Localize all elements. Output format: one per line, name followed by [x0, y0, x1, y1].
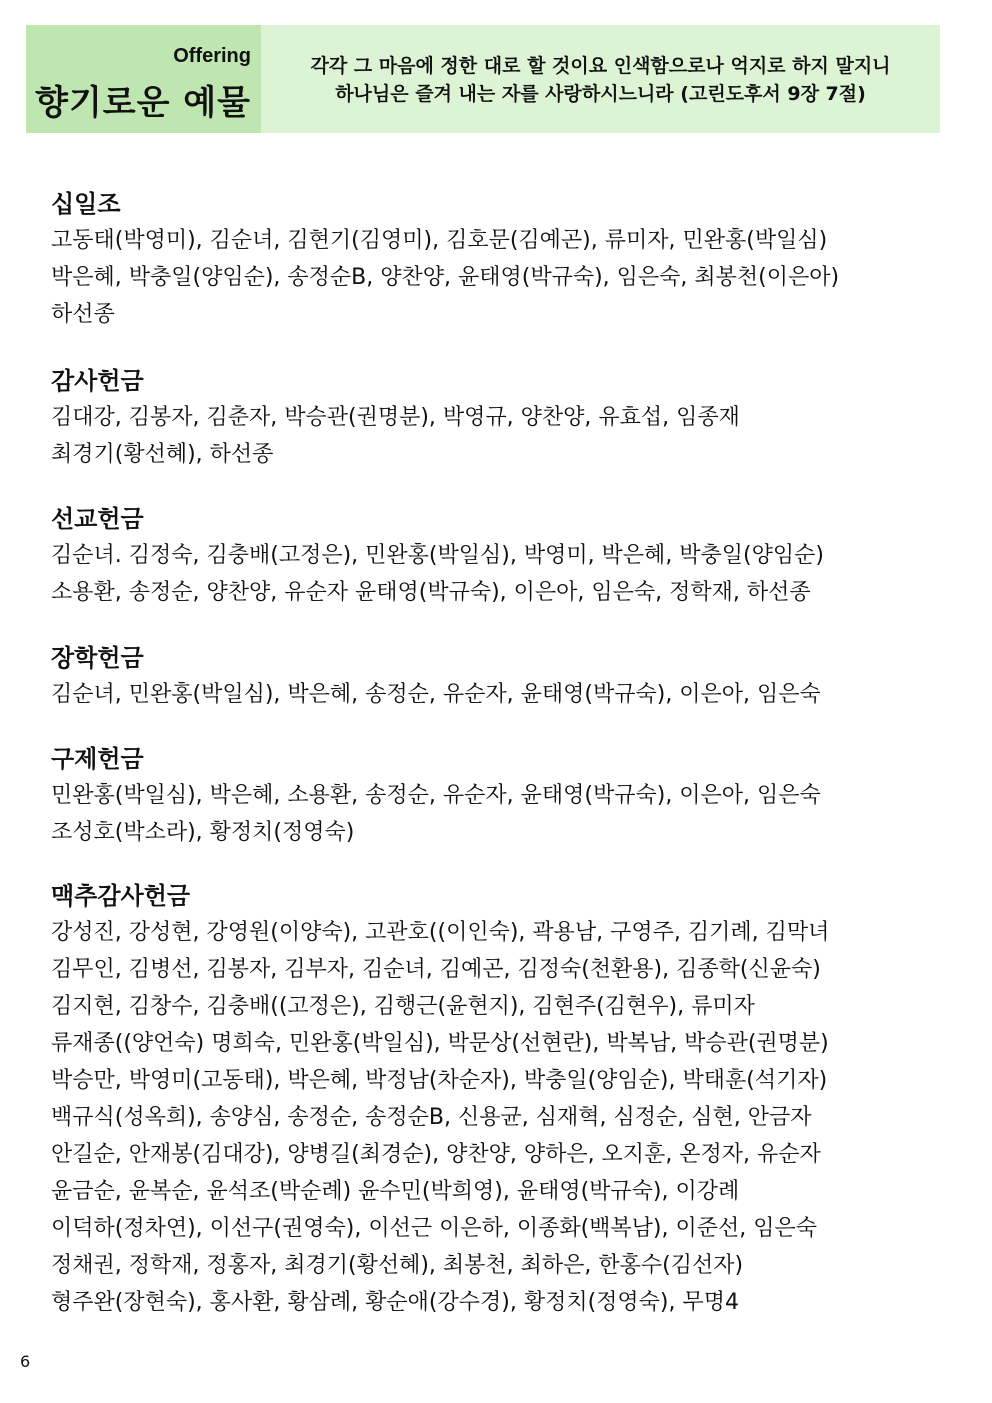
section-title: 장학헌금	[51, 644, 144, 672]
header-title-box	[26, 25, 261, 133]
donor-line: 김무인, 김병선, 김봉자, 김부자, 김순녀, 김예곤, 김정숙(천환용), 김종학(신윤숙)	[51, 957, 821, 982]
donor-line: 소용환, 송정순, 양찬양, 유순자 윤태영(박규숙), 이은아, 임은숙, 정학재, 하선종	[51, 580, 811, 605]
donor-line: 형주완(장현숙), 홍사환, 황삼례, 황순애(강수경), 황정치(정영숙), 무명4	[51, 1290, 739, 1315]
donor-line: 김순녀. 김정숙, 김충배(고정은), 민완홍(박일심), 박영미, 박은혜, 박충일(양임순)	[51, 543, 824, 568]
section-title: 십일조	[51, 190, 121, 218]
donor-line: 고동태(박영미), 김순녀, 김현기(김영미), 김호문(김예곤), 류미자, 민완홍(박일심)	[51, 228, 828, 253]
donor-line: 정채권, 정학재, 정홍자, 최경기(황선혜), 최봉천, 최하은, 한홍수(김선자)	[51, 1253, 744, 1278]
donor-line: 박승만, 박영미(고동태), 박은혜, 박정남(차순자), 박충일(양임순), 박태훈(석기자)	[51, 1068, 828, 1093]
section-title: 선교헌금	[51, 505, 144, 533]
section-title: 구제헌금	[51, 745, 144, 773]
donor-line: 조성호(박소라), 황정치(정영숙)	[51, 820, 355, 845]
donor-line: 김순녀, 민완홍(박일심), 박은혜, 송정순, 유순자, 윤태영(박규숙), 이은아, 임은숙	[51, 682, 821, 707]
header-title-english: Offering	[173, 45, 251, 67]
verse-line-1: 각각 그 마음에 정한 대로 할 것이요 인색함으로나 억지로 하지 말지니	[310, 55, 891, 77]
donor-line: 이덕하(정차연), 이선구(권영숙), 이선근 이은하, 이종화(백복남), 이준선, 임은숙	[51, 1216, 817, 1241]
section-thanksgiving	[51, 363, 931, 473]
donor-line: 하선종	[51, 302, 115, 327]
page-header	[26, 25, 940, 133]
donor-line: 백규식(성옥희), 송양심, 송정순, 송정순B, 신용균, 심재혁, 심정순, 심현, 안금자	[51, 1105, 812, 1130]
header-verse	[261, 25, 940, 133]
header-title-korean: 향기로운 예물	[35, 83, 251, 123]
section-title: 감사헌금	[51, 367, 144, 395]
section-mission	[51, 501, 931, 611]
donor-line: 안길순, 안재봉(김대강), 양병길(최경순), 양찬양, 양하은, 오지훈, 온정자, 유순자	[51, 1142, 821, 1167]
donor-line: 김지현, 김창수, 김충배((고정은), 김행근(윤현지), 김현주(김현우), 류미자	[51, 994, 755, 1019]
donor-line: 류재종((양언숙) 명희숙, 민완홍(박일심), 박문상(선현란), 박복남, 박승관(권명분)	[51, 1031, 829, 1056]
page-number: 6	[20, 1352, 31, 1371]
section-title: 맥추감사헌금	[51, 882, 191, 910]
section-relief	[51, 741, 931, 851]
donor-line: 김대강, 김봉자, 김춘자, 박승관(권명분), 박영규, 양찬양, 유효섭, 임종재	[51, 405, 740, 430]
donor-line: 박은혜, 박충일(양임순), 송정순B, 양찬양, 윤태영(박규숙), 임은숙, 최봉천(이은아)	[51, 265, 840, 290]
section-tithe	[51, 186, 931, 333]
donor-line: 최경기(황선혜), 하선종	[51, 442, 274, 467]
section-scholarship	[51, 640, 931, 713]
donor-line: 윤금순, 윤복순, 윤석조(박순례) 윤수민(박희영), 윤태영(박규숙), 이강례	[51, 1179, 740, 1204]
verse-line-2: 하나님은 즐겨 내는 자를 사랑하시느니라 (고린도후서 9장 7절)	[335, 83, 866, 105]
donor-line: 강성진, 강성현, 강영원(이양숙), 고관호((이인숙), 곽용남, 구영주, 김기례, 김막녀	[51, 920, 830, 945]
donor-line: 민완홍(박일심), 박은혜, 소용환, 송정순, 유순자, 윤태영(박규숙), 이은아, 임은숙	[51, 783, 821, 808]
section-harvest-thanksgiving	[51, 878, 931, 1321]
